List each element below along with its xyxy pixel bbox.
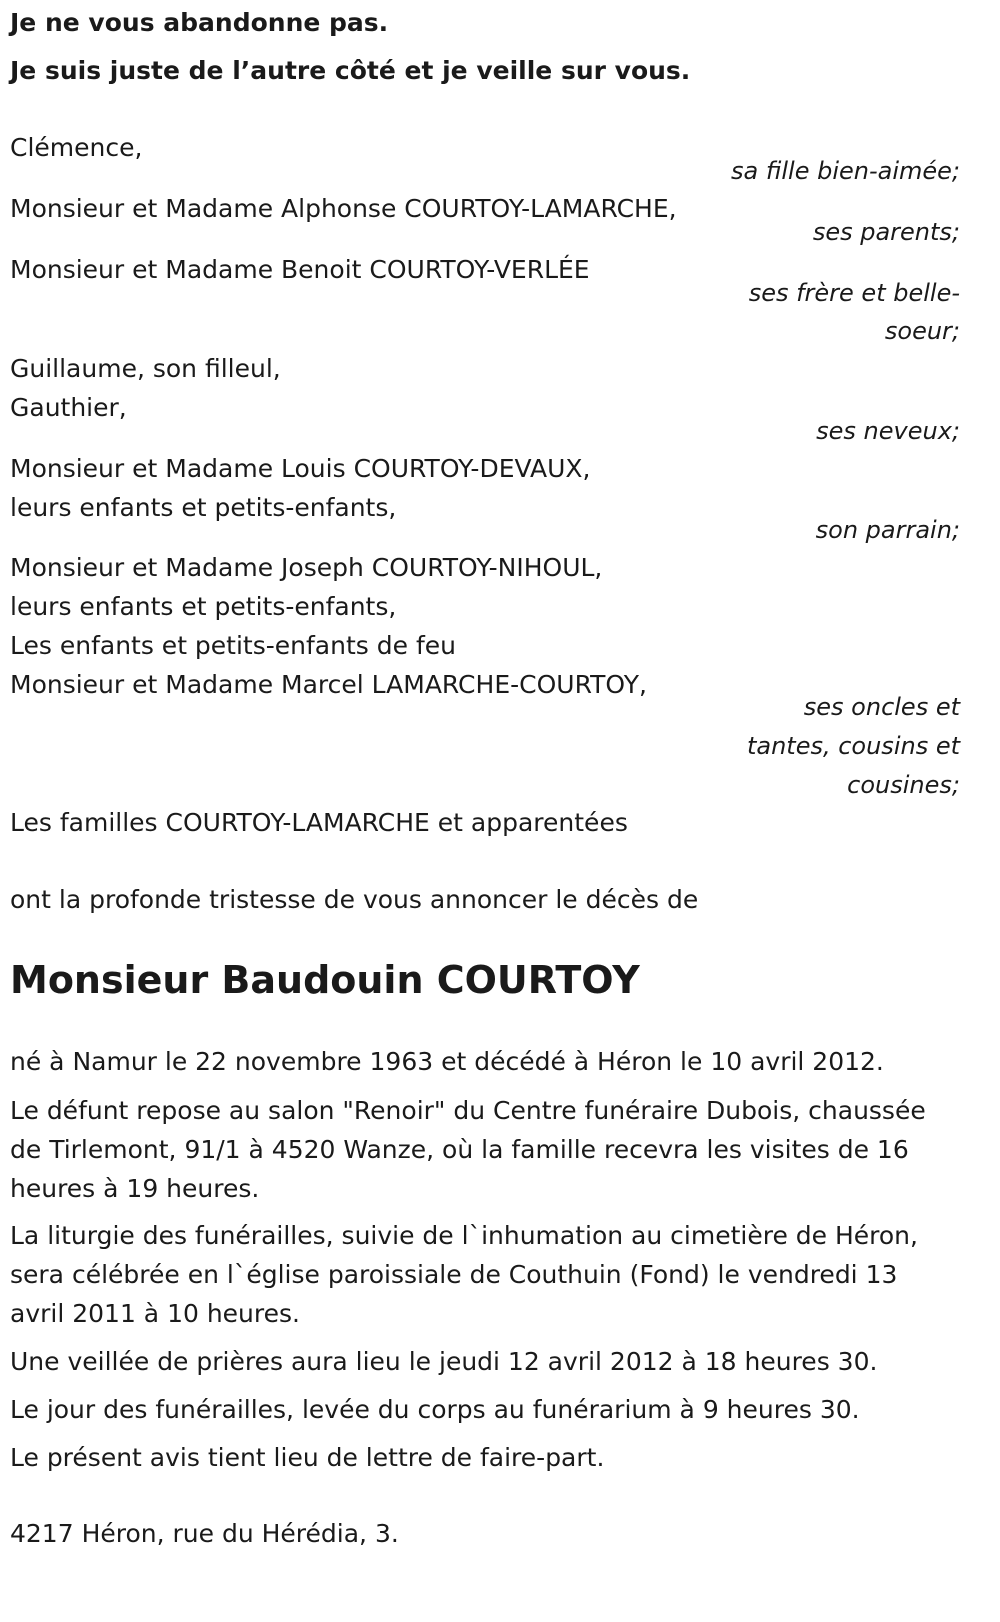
family-line: Les enfants et petits-enfants de feu — [10, 631, 456, 660]
relation-line: son parrain; — [815, 516, 960, 544]
detail-line: Le présent avis tient lieu de lettre de faire-part. — [10, 1443, 605, 1472]
family-line: leurs enfants et petits-enfants, — [10, 493, 397, 522]
family-line: Gauthier, — [10, 393, 127, 422]
relation-line: ses frère et belle- — [748, 279, 960, 307]
detail-line: heures à 19 heures. — [10, 1174, 260, 1203]
detail-line: de Tirlemont, 91/1 à 4520 Wanze, où la famille recevra les visites de 16 — [10, 1135, 909, 1164]
family-line: Monsieur et Madame Benoit COURTOY-VERLÉE — [10, 255, 590, 284]
announcement: ont la profonde tristesse de vous annoncer le décès de — [10, 885, 699, 914]
family-line: Clémence, — [10, 133, 143, 162]
family-line: Les familles COURTOY-LAMARCHE et apparentées — [10, 808, 628, 837]
relation-line: sa fille bien-aimée; — [731, 157, 960, 185]
detail-line: Une veillée de prières aura lieu le jeudi 12 avril 2012 à 18 heures 30. — [10, 1347, 878, 1376]
family-line: Monsieur et Madame Louis COURTOY-DEVAUX, — [10, 454, 591, 483]
family-line: Monsieur et Madame Alphonse COURTOY-LAMARCHE, — [10, 194, 677, 223]
family-line: Monsieur et Madame Joseph COURTOY-NIHOUL, — [10, 553, 603, 582]
deceased-name: Monsieur Baudouin COURTOY — [10, 958, 640, 1002]
detail-line: sera célébrée en l`église paroissiale de Couthuin (Fond) le vendredi 13 — [10, 1260, 898, 1289]
motto-line-2: Je suis juste de l’autre côté et je veille sur vous. — [10, 56, 691, 85]
address: 4217 Héron, rue du Hérédia, 3. — [10, 1519, 399, 1548]
detail-line: avril 2011 à 10 heures. — [10, 1299, 300, 1328]
relation-line: tantes, cousins et — [746, 732, 960, 760]
relation-line: cousines; — [847, 771, 960, 799]
family-line: Guillaume, son filleul, — [10, 354, 281, 383]
detail-line: La liturgie des funérailles, suivie de l`inhumation au cimetière de Héron, — [10, 1221, 918, 1250]
detail-line: né à Namur le 22 novembre 1963 et décédé à Héron le 10 avril 2012. — [10, 1047, 884, 1076]
detail-line: Le jour des funérailles, levée du corps au funérarium à 9 heures 30. — [10, 1395, 860, 1424]
relation-line: ses oncles et — [803, 693, 960, 721]
detail-line: Le défunt repose au salon "Renoir" du Centre funéraire Dubois, chaussée — [10, 1096, 926, 1125]
relation-line: soeur; — [884, 317, 960, 345]
relation-line: ses parents; — [812, 218, 960, 246]
family-line: leurs enfants et petits-enfants, — [10, 592, 397, 621]
motto-line-1: Je ne vous abandonne pas. — [10, 8, 389, 37]
family-line: Monsieur et Madame Marcel LAMARCHE-COURTOY, — [10, 670, 647, 699]
relation-line: ses neveux; — [816, 417, 960, 445]
